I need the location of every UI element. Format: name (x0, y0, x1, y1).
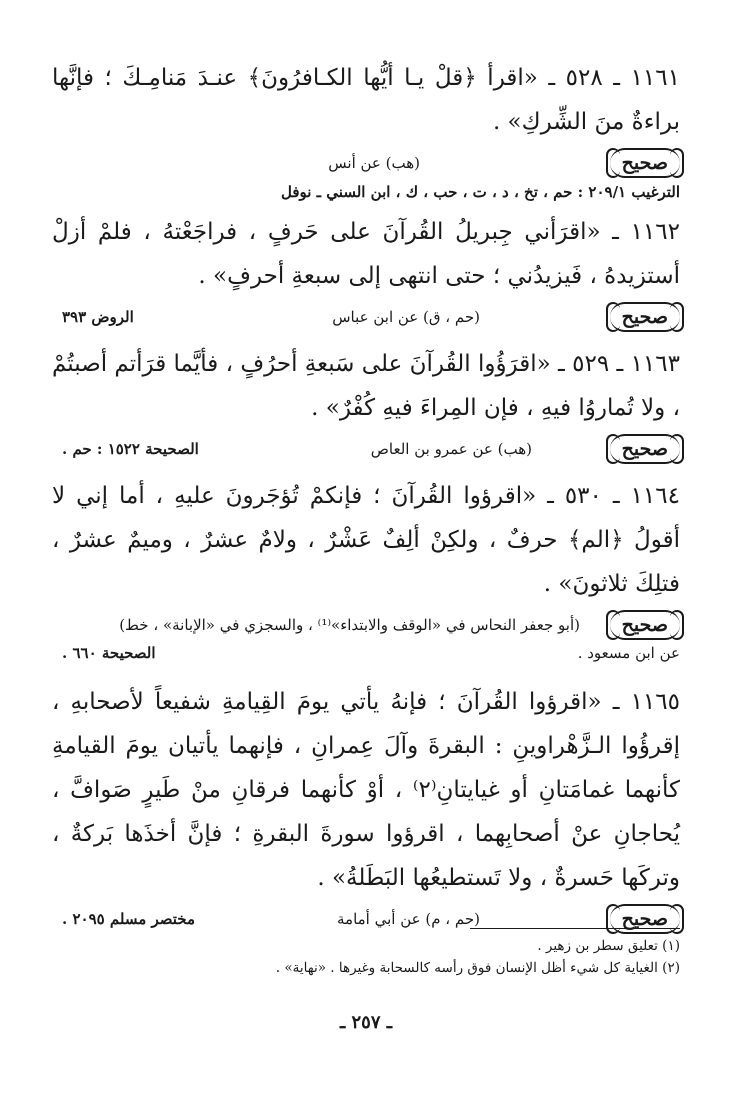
page-body (52, 56, 680, 936)
hadith-text: ١١٦١ ـ ٥٢٨ ـ «اقرأ ﴿قلْ يـا أيُّها الكـافرُونَ﴾ عنـدَ مَنامِـكَ ؛ فإنَّها براءةٌ منَ الشِّركِ» . (52, 65, 680, 135)
footnote-1: (١) تعليق سطر بن زهير . (537, 938, 680, 954)
hadith-text: ١١٦٤ ـ ٥٣٠ ـ «اقرؤوا القُرآنَ ؛ فإنكمْ تُؤجَرونَ عليهِ ، أما إني لا أقولُ ﴿الم﴾ حرفٌ ، ولكِنْ ألِفٌ عَشْرٌ ، ولامٌ عشرٌ ، وميمٌ عشرٌ ، فتلِكَ ثلاثونَ» . (52, 483, 680, 597)
page-number: ـ ٢٥٧ ـ (339, 1012, 393, 1033)
source-attribution: (حم ، ق) عن ابن عباس (332, 308, 480, 326)
hadith-entry-1162 (52, 210, 680, 334)
footnotes (52, 928, 680, 979)
source-continuation-text: عن ابن مسعود . (577, 644, 680, 662)
grade-badge: صحيح (610, 904, 680, 934)
hadith-entry-1165 (52, 680, 680, 936)
grade-badge: صحيح (610, 610, 680, 640)
reference: الروض ٣٩٣ (62, 308, 134, 326)
reference: الصحيحة ١٥٢٢ : حم . (62, 440, 199, 458)
grade-row (52, 300, 680, 334)
grade-badge: صحيح (610, 148, 680, 178)
hadith-entry-1161 (52, 56, 680, 204)
grade-row (52, 146, 680, 180)
footnote-divider (470, 928, 680, 929)
hadith-text: ١١٦٣ ـ ٥٢٩ ـ «اقرَؤُوا القُرآنَ على سَبعةِ أحرُفٍ ، فأيَّما قرَأتم أصبتُمْ ، ولا تُماروُا فيهِ ، فإن المِراءَ فيهِ كُفْرٌ» . (52, 351, 680, 421)
source-attribution: (أبو جعفر النحاس في «الوقف والابتداء»⁽¹⁾ ، والسجزي في «الإبانة» ، خط) (119, 616, 580, 634)
hadith-text: ١١٦٢ ـ «اقرَأني جِبريلُ القُرآنَ على حَرفٍ ، فراجَعْتهُ ، فلمْ أزلْ أستزيدهُ ، فَيزيدُني ؛ حتى انتهى إلى سبعةِ أحرفٍ» . (52, 219, 680, 289)
source-attribution: (هب) عن عمرو بن العاص (370, 440, 532, 458)
grade-row (52, 432, 680, 466)
takhrij-line: الترغيب ٢٠٩/١ : حم ، تخ ، د ، ت ، حب ، ك ، ابن السني ـ نوفل (281, 183, 680, 201)
hadith-text: ١١٦٥ ـ «اقرؤوا القُرآنَ ؛ فإنهُ يأتي يومَ القِيامةِ شفيعاً لأصحابهِ ، إقرؤُوا الـزَّهْراوينِ : البقرةَ وآلَ عِمرانِ ، فإنهما يأتيان يومَ القيامةِ كأنهما غمامَتانِ أو غيايتانِ⁽٢⁾ ، أوْ كأنهما فرقانِ منْ طَيرٍ صَوافَّ ، يُحاجانِ عنْ أصحابِهما ، اقرؤوا سورةَ البقرةِ ؛ فإنَّ أخذَها بَركةٌ ، وتركَها حَسرةٌ ، ولا تَستطيعُها البَطَلةُ» . (52, 689, 680, 891)
source-attribution: (حم ، م) عن أبي أمامة (337, 910, 480, 928)
hadith-entry-1164 (52, 474, 680, 666)
source-attribution: (هب) عن أنس (328, 154, 420, 172)
grade-badge: صحيح (610, 434, 680, 464)
reference: الصحيحة ٦٦٠ . (62, 644, 156, 662)
grade-row (52, 608, 680, 642)
hadith-entry-1163 (52, 342, 680, 466)
source-continuation (52, 642, 680, 666)
grade-badge: صحيح (610, 302, 680, 332)
footnote-2: (٢) الغياية كل شيء أظل الإنسان فوق رأسه كالسحابة وغيرها . «نهاية» . (275, 960, 680, 976)
reference: مختصر مسلم ٢٠٩٥ . (62, 910, 196, 928)
